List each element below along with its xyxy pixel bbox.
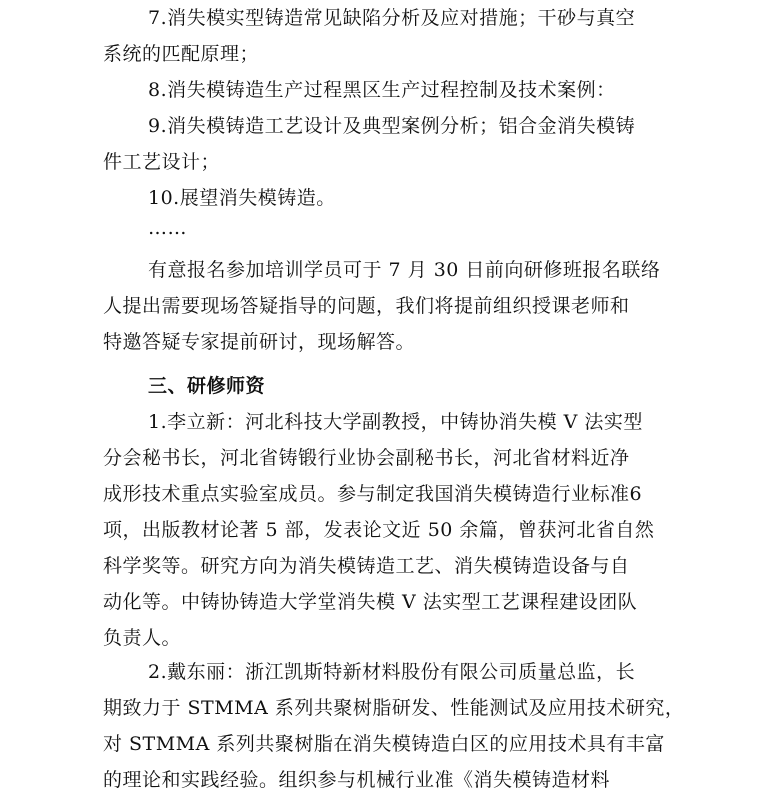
paragraph-signup-line-2: 人提出需要现场答疑指导的问题，我们将提前组织授课老师和 xyxy=(103,295,630,317)
teacher-1-line-6: 动化等。中铸协铸造大学堂消失模 V 法实型工艺课程建设团队 xyxy=(103,591,638,613)
list-item-9-line-2: 件工艺设计； xyxy=(103,151,221,173)
teacher-2-line-4: 的理论和实践经验。组织参与机械行业准《消失模铸造材料 xyxy=(103,769,611,791)
ellipsis: …… xyxy=(148,217,187,239)
list-item-7-line-1: 7.消失模实型铸造常见缺陷分析及应对措施；干砂与真空 xyxy=(148,7,636,29)
teacher-1-line-1: 1.李立新：河北科技大学副教授，中铸协消失模 V 法实型 xyxy=(148,411,643,433)
teacher-1-line-3: 成形技术重点实验室成员。参与制定我国消失模铸造行业标准6 xyxy=(103,483,643,505)
teacher-1-line-5: 科学奖等。研究方向为消失模铸造工艺、消失模铸造设备与自 xyxy=(103,555,630,577)
section-heading: 三、研修师资 xyxy=(148,375,266,397)
teacher-1-line-2: 分会秘书长，河北省铸锻行业协会副秘书长，河北省材料近净 xyxy=(103,447,630,469)
list-item-7-line-2: 系统的匹配原理； xyxy=(103,43,260,65)
teacher-2-line-3: 对 STMMA 系列共聚树脂在消失模铸造白区的应用技术具有丰富 xyxy=(103,733,665,755)
teacher-1-line-4: 项，出版教材论著 5 部，发表论文近 50 余篇，曾获河北省自然 xyxy=(103,519,655,541)
list-item-10: 10.展望消失模铸造。 xyxy=(148,187,336,209)
list-item-8: 8.消失模铸造生产过程黑区生产过程控制及技术案例： xyxy=(148,79,616,101)
teacher-2-line-2: 期致力于 STMMA 系列共聚树脂研发、性能测试及应用技术研究， xyxy=(103,697,685,719)
teacher-2-line-1: 2.戴东丽：浙江凯斯特新材料股份有限公司质量总监，长 xyxy=(148,661,636,683)
list-item-9-line-1: 9.消失模铸造工艺设计及典型案例分析；铝合金消失模铸 xyxy=(148,115,636,137)
teacher-1-line-7: 负责人。 xyxy=(103,627,182,649)
paragraph-signup-line-3: 特邀答疑专家提前研讨，现场解答。 xyxy=(103,331,416,353)
paragraph-signup-line-1: 有意报名参加培训学员可于 7 月 30 日前向研修班报名联络 xyxy=(148,259,661,281)
